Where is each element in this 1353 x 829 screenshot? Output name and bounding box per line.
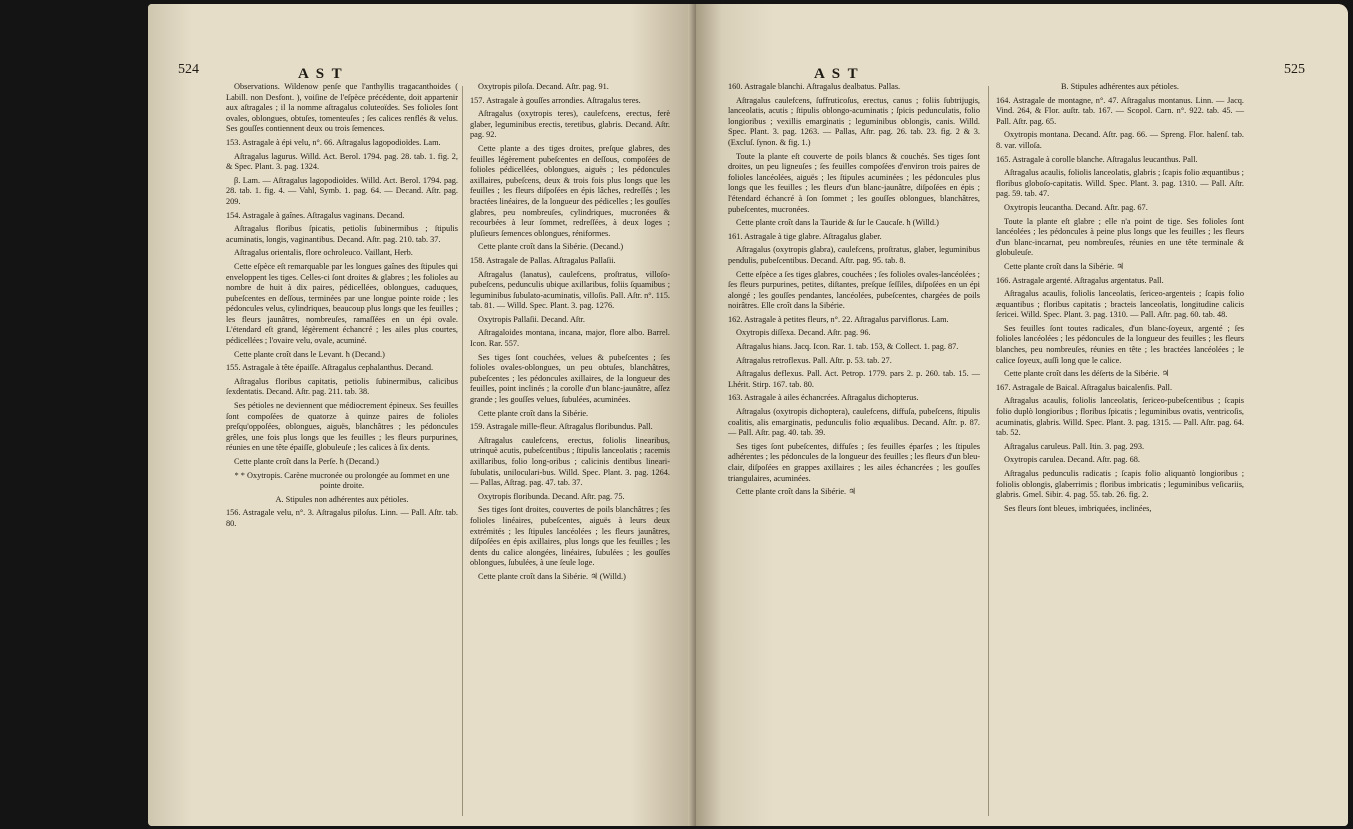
paragraph: Cette plante croît dans la Sibérie. ♃ xyxy=(1004,261,1124,271)
paragraph: Aſtragalus caulefcens, ſuffruticoſus, erectus, canus ; foliis ſubtrijugis, lanceolatis, acutis ; ſtipulis oblongo-acuminatis ; ſpicis pedunculatis, folio longioribus ; vexillis emarginatis ; leguminibus oblongis, canis. Willd. Spec. Plant. 3. pag. 1263. — Pallas, Aſtr. pag. 26. tab. 23. fig. 2 & 3. (Excluſ. ſynon. & fig. 1.) xyxy=(728,95,980,147)
open-book xyxy=(148,4,1348,826)
right-page xyxy=(696,4,1348,826)
paragraph: Aſtragalus deflexus. Pall. Act. Petrop. 1779. pars 2. p. 260. tab. 15. — Lhérit. Stirp. 167. tab. 80. xyxy=(728,369,980,389)
page-number: 525 xyxy=(1284,62,1305,77)
paragraph: Oxytropis floribunda. Decand. Aſtr. pag. 75. xyxy=(478,491,625,501)
right-column-1 xyxy=(728,82,980,501)
paragraph: Aſtragalus caruleus. Pall. Itin. 3. pag. 293. xyxy=(1004,441,1145,451)
entry-heading: 165. Astragale à corolle blanche. Aſtragalus leucanthus. Pall. xyxy=(996,154,1198,164)
paragraph: Cette plante croît dans la Sibérie. ♃ (Willd.) xyxy=(478,571,626,581)
entry-heading: 156. Astragale velu, n°. 3. Aſtragalus piloſus. Linn. — Pall. Aſtr. tab. 80. xyxy=(226,508,458,528)
paragraph: Cette eſpèce a ſes tiges glabres, couchées ; ſes folioles ovales-lancéolées ; ſes fleurs purpurines, petites, diſtantes, preſque ſeſſiles, diſpoſées en un épi alongé ; les gouſſes pendantes, lancéolées, pubeſcentes, chargées de poils noirâtres. Elle croît dans la Sibérie. xyxy=(728,269,980,311)
entry-heading: 154. Astragale à gaînes. Aſtragalus vaginans. Decand. xyxy=(226,210,405,220)
paragraph: Oxytropis diſſexa. Decand. Aſtr. pag. 96. xyxy=(736,328,871,338)
paragraph: Cette plante a des tiges droites, preſque glabres, des feuilles légèrement pubeſcentes en deſſous, compoſées de folioles pédicellées, oblongues, aiguës ; les pédoncules axillaires, pubeſcens, deux & trois fois plus longs que les feuilles ; les fleurs diſpoſées en épis lâches, redreſſés ; les bractées linéaires, de la longueur des pédicelles ; les gouſſes glabres, peu nombreuſes, cylindriques, mucronées & recourbées à leur ſommet, redreſſées, à deux loges ; pluſieurs ſemences oblongues, réniformes. xyxy=(470,143,670,238)
paragraph: Aſtragalus (lanatus), caulefcens, proſtratus, villoſo-pubeſcens, pedunculis ubique axillaribus, foliis ſquamibus ; leguminibus ſubulato-acuminatis, villoſis. Pall. Aſtr. n°. 115. tab. 81. — Willd. Spec. Plant. 3. pag. 1276. xyxy=(470,269,670,311)
paragraph: Aſtragalus hians. Jacq. Icon. Rar. 1. tab. 153, & Collect. 1. pag. 87. xyxy=(736,342,959,352)
right-column-2 xyxy=(996,82,1244,517)
paragraph: Aſtragaloides montana, incana, major, flore albo. Barrel. Icon. Rar. 557. xyxy=(470,328,670,349)
paragraph: Cette eſpèce eſt remarquable par les longues gaînes des ſtipules qui enveloppent les tiges. Celles-ci ſont droites & glabres ; les folioles au nombre de huit à dix paires, pédicellées, oblongues, caduques, pubeſcentes en deſſous, terminées par une longue pointe roide ; les pédoncules velus, cylindriques, beaucoup plus longs que les feuilles ; les fleurs jaunâtres, nombreuſes, ramaſſées en un épi ovale. L'étendard eſt grand, légèrement échancré ; les ailes plus courtes, pédicellées ; l'ovaire velu, ovale, acuminé. xyxy=(226,261,458,346)
paragraph: Ses fleurs ſont bleues, imbriquées, inclinées, xyxy=(1004,503,1152,513)
paragraph: Ses pétioles ne deviennent que médiocrement épineux. Ses feuilles ſont compoſées de quatorze à quinze paires de folioles preſqu'oppoſées, oblongues, aiguës, blanchâtres ; les pédoncules grêles, une fois plus longs que les feuilles ; les fleurs purpurines, réunies en une tête épaiſſe, globuleuſe ; les calices à ſix dents. xyxy=(226,401,458,453)
entry-heading: 163. Astragale à ailes échancrées. Aſtragalus dichopterus. xyxy=(728,393,919,403)
paragraph: Cette plante croît dans la Sibérie. (Decand.) xyxy=(478,242,624,252)
paragraph: Cette plante croît dans le Levant. ħ (Decand.) xyxy=(234,349,385,359)
entry-heading: 162. Astragale à petites fleurs, n°. 22. Aſtragalus parviflorus. Lam. xyxy=(728,314,949,324)
entry-heading: 158. Astragale de Pallas. Aſtragalus Pallaſii. xyxy=(470,255,616,265)
paragraph: Cette plante croît dans la Sibérie. ♃ xyxy=(736,487,856,497)
running-head: A S T xyxy=(814,66,860,82)
paragraph: Aſtragalus (oxytropis dichoptera), caulefcens, diffuſa, pubeſcens, ſtipulis coalitis, alis emarginatis, pedunculis folio æqualibus. Decand. Aſtr. p. 87. — Pall. Aſtr. pag. 40. tab. 39. xyxy=(728,407,980,438)
entry-heading: 166. Astragale argenté. Aſtragalus argentatus. Pall. xyxy=(996,275,1164,285)
paragraph: Aſtragalus acaulis, foliolis lanceolatis, ſericeo-pubeſcentibus ; ſcapis folio duplò longioribus ; floribus ſpicatis ; leguminibus ovatis, ventricoſis, acuminatis, glabris. Willd. Spec. Plant. 3. pag. 1315. — Pall. Aſtr. pag. 64. tab. 52. xyxy=(996,396,1244,438)
paragraph: Aſtragalus (oxytropis teres), caulefcens, erectus, ferè glaber, leguminibus erectis, teretibus, glabris. Decand. Aſtr. pag. 92. xyxy=(470,109,670,140)
paragraph: Oxytropis Pallaſii. Decand. Aſtr. xyxy=(478,314,585,324)
paragraph: Aſtragalus acaulis, foliolis lanceolatis, ſericeo-argenteis ; ſcapis folio æquantibus ; floribus capitatis ; bracteis lanceolatis, longitudine calicis ſericei. Willd. Spec. Plant. 3. pag. 1310. — Pall. Aſtr. pag. 60. tab. 48. xyxy=(996,289,1244,320)
paragraph: β. Lam. — Aſtragalus lagopodioïdes. Willd. Act. Berol. 1794. pag. 28. tab. 1. fig. 4. — Vahl, Symb. 1. pag. 64. — Decand. Aſtr. pag. 209. xyxy=(226,175,458,206)
paragraph: Aſtragalus pedunculis radicatis ; ſcapis folio aliquantò longioribus ; foliolis oblongis, glaberrimis ; floribus imbricatis ; leguminibus veſicariis, glabris. Gmel. Sibir. 4. pag. 55. tab. 26. fig. 2. xyxy=(996,469,1244,500)
paragraph: Ses tiges ſont couchées, velues & pubeſcentes ; ſes folioles ovales-oblongues, un peu obtuſes, blanchâtres, pubeſcentes ; les pédoncules axillaires, de la longueur des feuilles, point inclinés ; la corolle d'un blanc-jaunâtre, aſſez grande ; les gouſſes velues, ſubulées, acuminées. xyxy=(470,352,670,405)
paragraph: Aſtragalus acaulis, foliolis lanceolatis, glabris ; ſcapis folio æquantibus ; floribus globoſo-capitatis. Willd. Spec. Plant. 3. pag. 1310. — Pall. Aſtr. pag. 59. tab. 47. xyxy=(996,168,1244,199)
paragraph: Oxytropis montana. Decand. Aſtr. pag. 66. — Spreng. Flor. halenſ. tab. 8. var. villoſa. xyxy=(996,130,1244,150)
entry-heading: 167. Astragale de Baical. Aſtragalus baicalenſis. Pall. xyxy=(996,382,1173,392)
paragraph: B. Stipules adhérentes aux pétioles. xyxy=(1061,82,1179,91)
paragraph: Cette plante croît dans la Tauride & ſur le Caucaſe. ħ (Willd.) xyxy=(736,218,939,228)
paragraph: Aſtragalus lagurus. Willd. Act. Berol. 1794. pag. 28. tab. 1. fig. 2, & Spec. Plant. 3. pag. 1324. xyxy=(226,151,458,172)
running-head: A S T xyxy=(298,66,344,82)
paragraph: Oxytropis piloſa. Decand. Aſtr. pag. 91. xyxy=(478,82,609,91)
paragraph: Oxytropis leucantha. Decand. Aſtr. pag. 67. xyxy=(1004,202,1148,212)
paragraph: Ses tiges ſont droites, couvertes de poils blanchâtres ; ſes folioles linéaires, pubeſcentes, aiguës à leurs deux extrémités ; les ſtipules lancéolées ; les fleurs jaunâtres, diſpoſées en épis axillaires, plus longs que les feuilles ; les dents du calice alongées, linéaires, ſubulées ; les gouſſes oblongues, ſubulées, à une ſeule loge. xyxy=(470,505,670,568)
paragraph: Cette plante croît dans les déſerts de la Sibérie. ♃ xyxy=(1004,369,1170,379)
page-number: 524 xyxy=(178,62,199,77)
paragraph: * * Oxytropis. Carène mucronée ou prolongée au ſommet en une pointe droite. xyxy=(234,470,450,491)
entry-heading: 161. Astragale à tige glabre. Aſtragalus glaber. xyxy=(728,231,882,241)
column-rule xyxy=(988,86,989,816)
paragraph: Aſtragalus (oxytropis glabra), caulefcens, proſtratus, glaber, leguminibus pendulis, pubeſcentibus. Decand. Aſtr. pag. 95. tab. 8. xyxy=(728,245,980,265)
left-column-1 xyxy=(226,82,458,533)
entry-heading: 164. Astragale de montagne, n°. 47. Aſtragalus montanus. Linn. — Jacq. Vind. 264, & Flor. auſtr. tab. 167. — Scopol. Carn. n°. 922. tab. 45. — Pall. Aſtr. pag. 65. xyxy=(996,95,1244,126)
paragraph: Ses feuilles ſont toutes radicales, d'un blanc-ſoyeux, argenté ; ſes folioles lancéolées ; les pédoncules de la longueur des feuilles ; les fleurs blanches, peu nombreuſes, réunies en tête ; les bractées lancéolées ; le calice ſoyeux, auſſi long que le calice. xyxy=(996,323,1244,365)
paragraph: A. Stipules non adhérentes aux pétioles. xyxy=(275,494,409,504)
paragraph: Toute la plante eſt glabre ; elle n'a point de tige. Ses folioles ſont lancéolées ; les pédoncules à peine plus longs que les feuilles ; les fleurs d'un blanc-incarnat, peu nombreuſes, réunies en une tête terminale & globuleuſe. xyxy=(996,216,1244,258)
paragraph: Aſtragalus floribus capitatis, petiolis ſubinermibus, calicibus ſexdentatis. Decand. Aſtr. pag. 211. tab. 38. xyxy=(226,376,458,397)
entry-heading: 160. Astragale blanchi. Aſtragalus dealbatus. Pallas. xyxy=(728,82,901,91)
entry-heading: 157. Astragale à gouſſes arrondies. Aſtragalus teres. xyxy=(470,95,641,105)
entry-heading: 159. Astragale mille-fleur. Aſtragalus floribundus. Pall. xyxy=(470,422,653,432)
paragraph: Cette plante croît dans la Perſe. ħ (Decand.) xyxy=(234,457,379,466)
paragraph: Aſtragalus orientalis, flore ochroleuco. Vaillant, Herb. xyxy=(234,248,413,258)
left-page xyxy=(148,4,696,826)
entry-heading: 153. Astragale à épi velu, n°. 66. Aſtragalus lagopodioïdes. Lam. xyxy=(226,137,441,147)
paragraph: Cette plante croît dans la Sibérie. xyxy=(478,408,589,418)
paragraph: Toute la plante eſt couverte de poils blancs & couchés. Ses tiges ſont droites, un peu ligneuſes ; ſes feuilles compoſées d'environ trois paires de folioles lancéolées, aiguës ; les ſtipules acuminées ; les pédoncules plus longs que les feuilles ; les fleurs d'un blanc-jaunâtre, diſpoſées en épis ; l'étendard échancré à ſon ſommet ; les gouſſes oblongues, blanchâtres, pubeſcentes, mucronées. xyxy=(728,151,980,214)
paragraph: Ses tiges ſont pubeſcentes, diffuſes ; ſes feuilles éparſes ; les ſtipules adhérentes ; les pédoncules de la longueur des feuilles ; les fleurs d'un bleu-clair, diſpoſées en grappes axillaires ; les ailes échancrées ; les gouſſes triangulaires, acuminées. xyxy=(728,441,980,483)
column-rule xyxy=(462,86,463,816)
left-column-2 xyxy=(470,82,670,586)
paragraph: Aſtragalus floribus ſpicatis, petiolis ſubinermibus ; ſtipulis acuminatis, longis, vaginantibus. Decand. Aſtr. pag. 210. tab. 37. xyxy=(226,224,458,244)
paragraph: Aſtragalus caulefcens, erectus, foliolis linearibus, utrinquè acutis, pubeſcentibus ; ſtipulis lanceolatis ; racemis axillaribus, folio long-oribus ; calicinis dentibus lineari-ſubulatis, uniloculari-bus. Willd. Spec. Plant. 3. pag. 1264. — Pallas, Aſtrag. pag. 47. tab. 37. xyxy=(470,435,670,488)
entry-heading: 155. Astragale à tête épaiſſe. Aſtragalus cephalanthus. Decand. xyxy=(226,363,434,373)
paragraph: Aſtragalus retroflexus. Pall. Aſtr. p. 53. tab. 27. xyxy=(736,355,892,365)
paragraph: Observations. Wildenow penſe que l'anthyllis tragacanthoides ( Labill. non Desfont. ), voiſine de l'eſpèce précédente, doit appartenir aux aſtragales ; il la nomme aſtragalus coluteoïdes. Ses folioles ſont ovales, oblongues, obtuſes, tomenteuſes ; ſes calices renflés & velus. Ses gouſſes contiennent deux ou trois ſemences. xyxy=(226,82,458,134)
paragraph: Oxytropis carulea. Decand. Aſtr. pag. 68. xyxy=(1004,455,1140,465)
